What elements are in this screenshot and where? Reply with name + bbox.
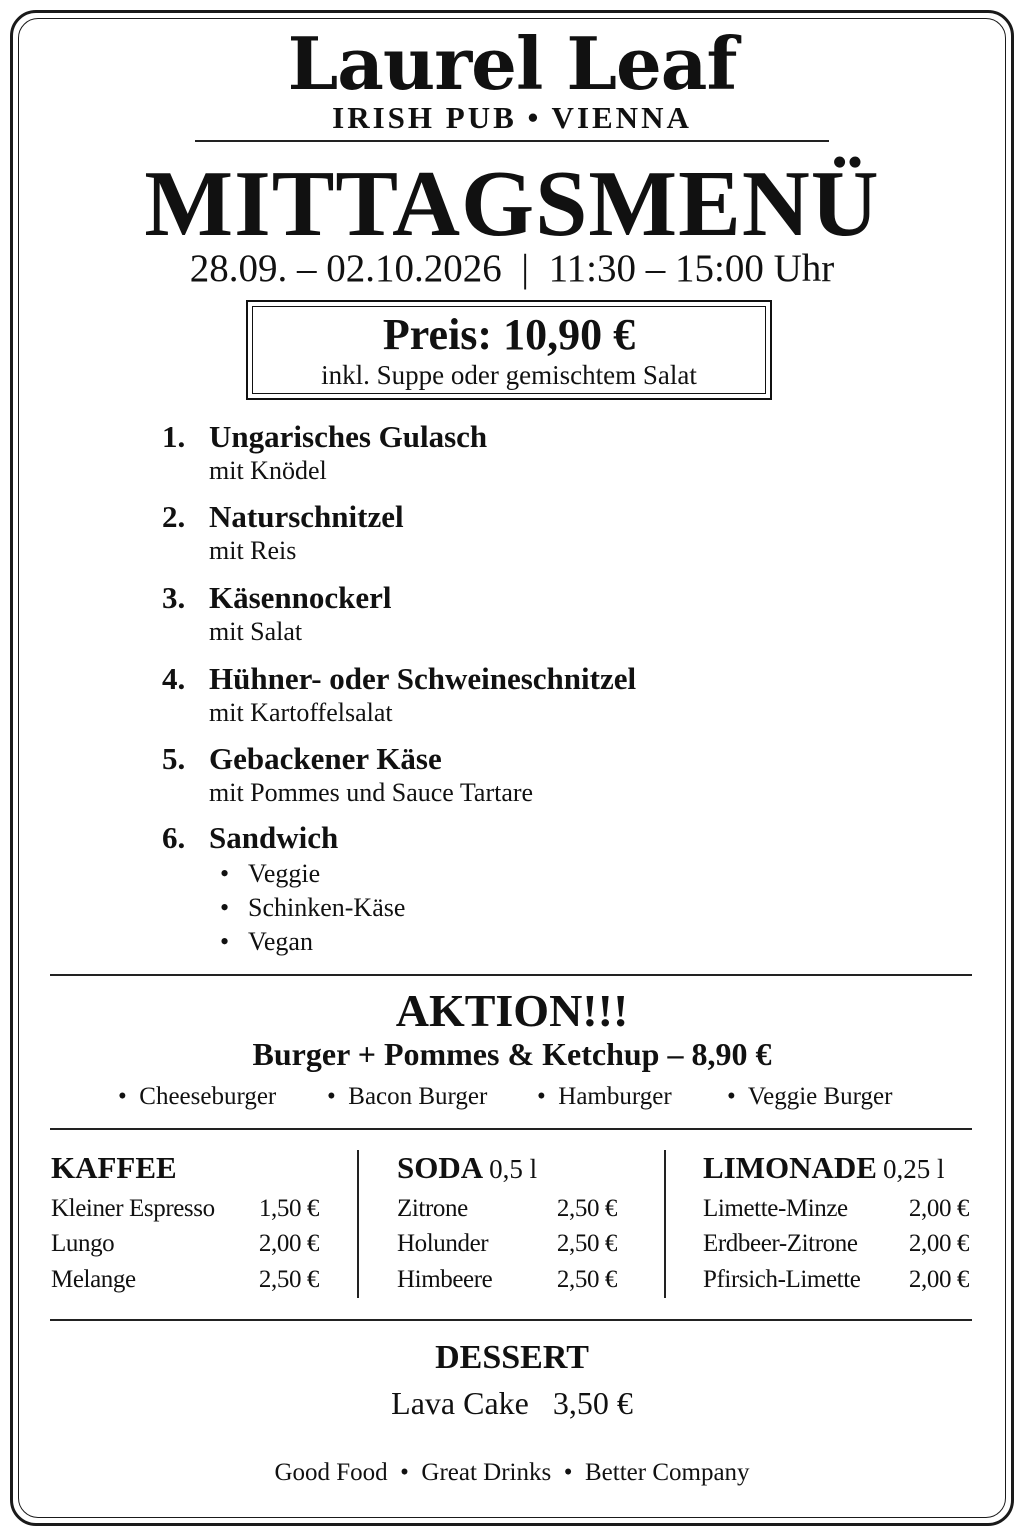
- column-divider: [664, 1150, 666, 1298]
- drink-price: 2,00 €: [908, 1230, 969, 1257]
- burger-option: [327, 1082, 487, 1112]
- drink-price: 2,50 €: [556, 1266, 617, 1293]
- menu-item-name: Ungarisches Gulasch: [209, 419, 488, 454]
- menu-item-name: Hühner- oder Schweineschnitzel: [209, 661, 637, 696]
- drink-name: Himbeere: [397, 1266, 493, 1293]
- menu-item-number: 6.: [162, 820, 186, 855]
- price-note: inkl. Suppe oder gemischtem Salat: [321, 360, 697, 390]
- dessert-title: DESSERT: [435, 1339, 589, 1376]
- section-divider: [50, 974, 972, 976]
- brand-name: Laurel Leaf: [287, 21, 737, 106]
- bullet-icon: •: [727, 1083, 736, 1110]
- menu-item-number: 3.: [162, 580, 186, 615]
- menu-item-name: Käsennockerl: [209, 580, 392, 615]
- burger-option-label: Veggie Burger: [747, 1083, 893, 1110]
- drink-name: Holunder: [397, 1230, 489, 1257]
- sandwich-option-label: Schinken-Käse: [248, 893, 406, 922]
- limonade-title: LIMONADE: [703, 1150, 877, 1185]
- bullet-icon: •: [327, 1083, 336, 1110]
- burger-option: [727, 1082, 892, 1112]
- limonade-volume: 0,25 l: [882, 1154, 945, 1184]
- drink-price: 2,50 €: [556, 1195, 617, 1222]
- drink-name: Kleiner Espresso: [51, 1195, 215, 1222]
- sandwich-option: [220, 859, 320, 889]
- menu-item-number: 5.: [162, 741, 186, 776]
- menu-item-name: Sandwich: [209, 820, 339, 855]
- brand-subtitle: IRISH PUB • VIENNA: [332, 100, 692, 135]
- menu-title: MITTAGSMENÜ: [144, 152, 880, 256]
- drink-price: 2,00 €: [908, 1195, 969, 1222]
- bullet-icon: •: [220, 927, 230, 956]
- menu-item-description: mit Salat: [209, 617, 303, 646]
- sandwich-option: [220, 927, 313, 957]
- burger-option: [537, 1082, 672, 1112]
- section-divider: [50, 1319, 972, 1321]
- bullet-icon: •: [220, 859, 230, 888]
- limonade-header: [703, 1150, 944, 1187]
- drink-name: Erdbeer-Zitrone: [703, 1230, 858, 1257]
- bullet-icon: •: [220, 893, 230, 922]
- menu-item-description: mit Pommes und Sauce Tartare: [209, 778, 534, 807]
- soda-volume: 0,5 l: [489, 1154, 538, 1184]
- drink-name: Limette-Minze: [703, 1195, 848, 1222]
- menu-dates: 28.09. – 02.10.2026 | 11:30 – 15:00 Uhr: [189, 247, 835, 290]
- sandwich-option-label: Veggie: [248, 859, 321, 888]
- soda-header: [397, 1150, 537, 1187]
- sandwich-option: [220, 893, 405, 923]
- drink-price: 2,00 €: [258, 1230, 319, 1257]
- header-divider: [195, 140, 829, 142]
- burger-option: [118, 1082, 276, 1112]
- section-divider: [50, 1128, 972, 1130]
- kaffee-header: [51, 1150, 177, 1186]
- column-divider: [357, 1150, 359, 1298]
- dessert-item: Lava Cake 3,50 €: [391, 1385, 633, 1421]
- menu-item-description: mit Knödel: [209, 456, 327, 485]
- drink-name: Lungo: [51, 1230, 115, 1257]
- menu-item-name: Naturschnitzel: [209, 499, 404, 534]
- bullet-icon: •: [118, 1083, 127, 1110]
- drink-price: 2,00 €: [908, 1266, 969, 1293]
- menu-item-description: mit Kartoffelsalat: [209, 698, 393, 727]
- aktion-offer: Burger + Pommes & Ketchup – 8,90 €: [252, 1036, 772, 1072]
- burger-option-label: Bacon Burger: [348, 1083, 488, 1110]
- drink-name: Melange: [51, 1266, 136, 1293]
- drink-price: 2,50 €: [556, 1230, 617, 1257]
- drink-price: 1,50 €: [258, 1195, 319, 1222]
- burger-option-label: Cheeseburger: [139, 1083, 277, 1110]
- bullet-icon: •: [537, 1083, 546, 1110]
- price-box: [246, 300, 772, 400]
- menu-item-number: 1.: [162, 419, 186, 454]
- sandwich-option-label: Vegan: [248, 927, 313, 956]
- kaffee-title: KAFFEE: [51, 1150, 177, 1185]
- drink-name: Zitrone: [397, 1195, 468, 1222]
- aktion-title: AKTION!!!: [395, 985, 629, 1036]
- menu-item-description: mit Reis: [209, 536, 297, 565]
- drink-price: 2,50 €: [258, 1266, 319, 1293]
- soda-title: SODA: [397, 1150, 484, 1185]
- burger-option-label: Hamburger: [558, 1083, 672, 1110]
- footer-tagline: Good Food • Great Drinks • Better Company: [274, 1459, 750, 1486]
- price-label: Preis: 10,90 €: [382, 310, 636, 359]
- menu-item-number: 4.: [162, 661, 186, 696]
- menu-item-number: 2.: [162, 499, 186, 534]
- drink-name: Pfirsich-Limette: [703, 1266, 861, 1293]
- menu-item-name: Gebackener Käse: [209, 741, 442, 776]
